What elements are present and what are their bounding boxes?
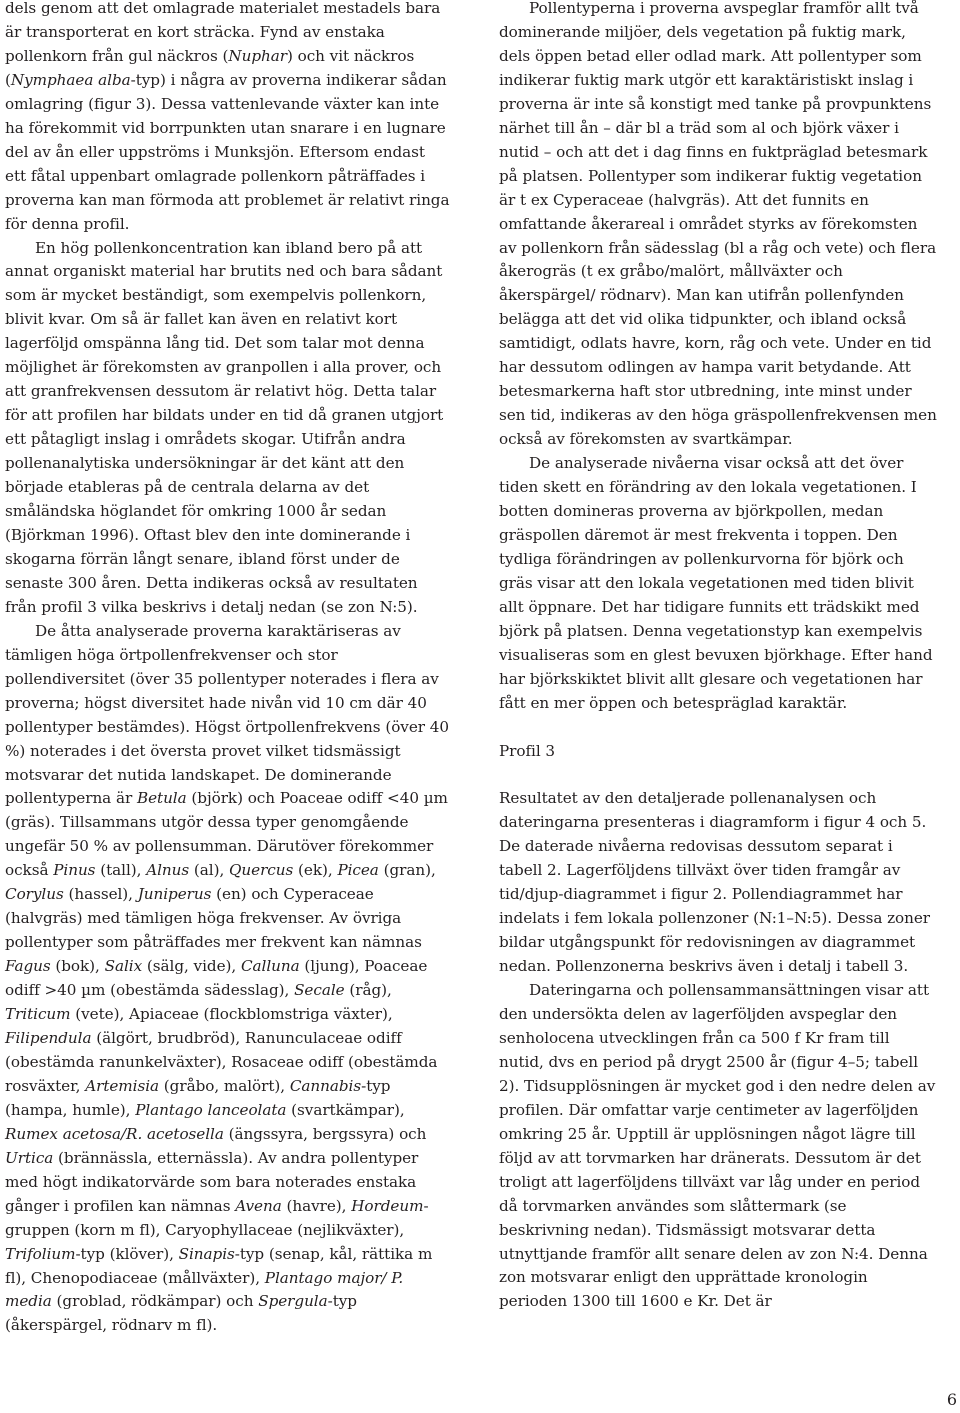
taxon-name: Calluna [240,957,300,976]
taxon-name: Juniperus [137,885,212,904]
paragraph: En hög pollenkoncentration kan ibland bero på att annat organiskt material har brutits ned och bara sådant som är mycket beständigt, som exempelvis pollenkorn, blivit kvar. Om så är fallet kan även en relativt kort lagerföljd omspänna lång tid. Det som talar mot denna möjlighet är förekomsten av granpollen i alla prover, och att granfrekvensen dessutom är relativt hög. Detta talar för att profilen har bildats under en tid då granen utgjort ett påtagligt inslag i områdets skogar. Utifrån andra pollenanalytiska undersökningar är det känt att den började etableras på de centrala delarna av det småländska höglandet för omkring 1000 år sedan (Björkman 1996). Oftast blev den inte dominerande i skogarna förrän långt senare, ibland först under de senaste 300 åren. Detta indikeras också av resultaten från profil 3 vilka beskrivs i detalj nedan (se zon N:5). [5,238,444,616]
taxon-name: Artemisia [85,1076,160,1095]
paragraph: De åtta analyserade proverna karaktäriseras av tämligen höga örtpollenfrekvenser och stor pollendiversitet (över 35 pollentyper noterades i flera av proverna; högst diversitet hade nivån vid 10 cm där 40 pollentyper bestämdes). Högst örtpollenfrekvens (över 40 %) noterades i det översta provet vilket tidsmässigt motsvarar det nutida landskapet. De dominerande pollentyperna är Betula (björk) och Poaceae odiff <40 µm (gräs). Tillsammans utgör dessa typer genomgående ungefär 50 % av pollensumman. Därutöver förekommer också Pinus (tall), Alnus (al), Quercus (ek), Picea (gran), Corylus (hassel), Juniperus (en) och Cyperaceae (halvgräs) med tämligen höga frekvenser. Av övriga pollentyper som påträffades mer frekvent kan nämnas Fagus (bok), Salix (sälg, vide), Calluna (ljung), Poaceae odiff >40 µm (obestämda sädesslag), Secale (råg), Triticum (vete), Apiaceae (flockblomstriga växter), Filipendula (älgört, brudbröd), Ranunculaceae odiff (obestämda ranunkelväxter), Rosaceae odiff (obestämda rosväxter, Artemisia (gråbo, malört), Cannabis-typ (hampa, humle), Plantago lanceolata (svartkämpar), Rumex acetosa/R. acetosella (ängssyra, bergssyra) och Urtica (brännässla, etternässla). Av andra pollentyper med högt indikatorvärde som bara noterades enstaka gånger i profilen kan nämnas Avena (havre), Hordeum-gruppen (korn m fl), Caryophyllaceae (nejlikväxter), Trifolium-typ (klöver), Sinapis-typ (senap, kål, rättika m fl), Chenopodiaceae (mållväxter), Plantago major/ P. media (groblad, rödkämpar) och Spergula-typ (åkerspärgel, rödnarv m fl). [5,621,449,1335]
paragraph: dels genom att det omlagrade materialet mestadels bara är transporterat en kort sträcka. Fynd av enstaka pollenkorn från gul näckros (Nuphar) och vit näckros (Nymphaea alba-typ) i några av proverna indikerar sådan omlagring (figur 3). Dessa vattenlevande växter kan inte ha förekommit vid borrpunkten utan snarare i en lugnare del av ån eller uppströms i Munksjön. Eftersom endast ett fåtal uppenbart omlagrade pollenkorn påträffades i proverna kan man förmoda att problemet är relativt ringa för denna profil. [5,0,450,233]
taxon-name: Betula [136,789,187,808]
taxon-name: Hordeum [351,1196,424,1215]
taxon-name: Nuphar [228,46,287,65]
taxon-name: Cannabis [289,1076,362,1095]
taxon-name: Salix [104,957,143,976]
taxon-name: Filipendula [5,1028,92,1047]
section-heading: Profil 3 [499,741,556,760]
page-number: 6 [946,1390,957,1409]
taxon-name: Rumex acetosa/R. acetosella [5,1124,224,1143]
taxon-name: Trifolium [5,1244,76,1263]
taxon-name: Alnus [146,861,190,880]
taxon-name: Sinapis [178,1244,235,1263]
spacer [499,763,939,787]
paragraph: Pollentyperna i proverna avspeglar framför allt två dominerande miljöer, dels vegetation på fuktig mark, dels öppen betad eller odlad mark. Att pollentyper som indikerar fuktig mark utgör ett karaktäristiskt inslag i proverna är inte så konstigt med tanke på provpunktens närhet till ån – där bl a träd som al och björk växer i nutid – och att det i dag finns en fuktpräglad betesmark på platsen. Pollentyper som indikerar fuktig vegetation är t ex Cyperaceae (halvgräs). Att det funnits en omfattande åkerareal i området styrks av förekomsten av pollenkorn från sädesslag (bl a råg och vete) och flera åkerogräs (t ex gråbo/malört, mållväxter och åkerspärgel/ rödnarv). Man kan utifrån pollenfynden belägga att det vid olika tidpunkter, och ibland också samtidigt, odlats havre, korn, råg och vete. Under en tid har dessutom odlingen av hampa varit betydande. Att betesmarkerna haft stor utbredning, inte minst under sen tid, indikeras av den höga gräspollenfrekvensen men också av förekomsten av svartkämpar. [499,0,937,449]
taxon-name: Corylus [5,885,64,904]
taxon-name: Plantago major/ P. media [5,1268,404,1311]
taxon-name: Triticum [5,1005,71,1024]
taxon-name: Urtica [5,1148,54,1167]
taxon-name: Picea [337,861,379,880]
spacer [499,716,939,740]
taxon-name: Pinus [53,861,96,880]
paragraph: Dateringarna och pollensammansättningen visar att den undersökta delen av lagerföljden avspeglar den senholocena utvecklingen från ca 500 f Kr fram till nutid, dvs en period på drygt 2500 år (figur 4–5; tabell 2). Tidsupplösningen är mycket god i den nedre delen av profilen. Där omfattar varje centimeter av lagerföljden omkring 25 år. Upptill är upplösningen något lägre till följd av att torvmarken har dränerats. Dessutom är det troligt att lagerföljdens tillväxt var låg under en period då torvmarken användes som slåttermark (se beskrivning nedan). Tidsmässigt motsvarar detta utnyttjande framför allt senare delen av zon N:4. Denna zon motsvarar enligt den upprättade kronologin perioden 1300 till 1600 e Kr. Det är [499,981,936,1311]
taxon-name: Secale [294,981,345,1000]
left-column [5,0,450,1338]
taxon-name: Fagus [5,957,51,976]
taxon-name: Nymphaea alba [10,70,131,89]
paragraph: De analyserade nivåerna visar också att det över tiden skett en förändring av den lokala vegetationen. I botten domineras proverna av björkpollen, medan gräspollen däremot är mest frekventa i toppen. Den tydliga förändringen av pollenkurvorna för björk och gräs visar att den lokala vegetationen med tiden blivit allt öppnare. Det har tidigare funnits ett trädskikt med björk på platsen. Denna vegetationstyp kan exempelvis visualiseras som en glest bevuxen björkhage. Efter hand har björkskiktet blivit allt glesare och vegetationen har fått en mer öppen och betespräglad karaktär. [499,454,933,712]
paragraph: Resultatet av den detaljerade pollenanalysen och dateringarna presenteras i diagramform i figur 4 och 5. De daterade nivåerna redovisas dessutom separat i tabell 2. Lagerföljdens tillväxt över tiden framgår av tid/djup-diagrammet i figur 2. Pollendiagrammet har indelats i fem lokala pollenzoner (N:1–N:5). Dessa zoner bildar utgångspunkt för redovisningen av diagrammet nedan. Pollenzonerna beskrivs även i detalj i tabell 3. [499,789,931,976]
taxon-name: Quercus [229,861,294,880]
taxon-name: Plantago lanceolata [135,1100,287,1119]
taxon-name: Spergula [258,1292,328,1311]
right-column [499,0,939,1314]
taxon-name: Avena [235,1196,282,1215]
